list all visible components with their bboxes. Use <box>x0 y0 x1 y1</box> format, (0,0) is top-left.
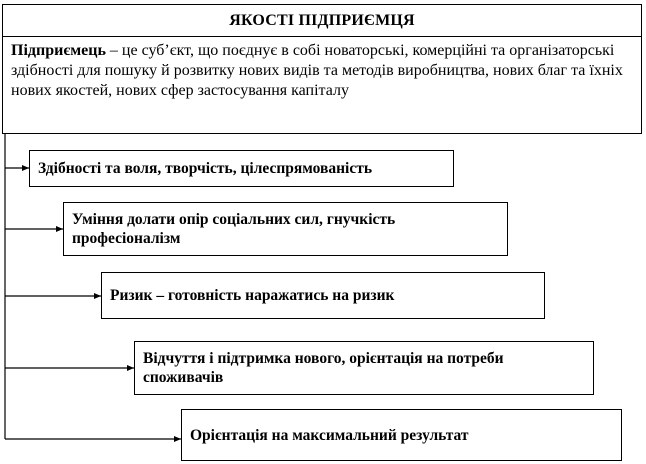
diagram-title <box>2 4 642 37</box>
quality-box-1 <box>29 150 454 187</box>
quality-text-5: Орієнтація на максимальний результат <box>190 426 469 444</box>
quality-box-3 <box>101 272 545 319</box>
diagram-title-text: ЯКОСТІ ПІДПРИЄМЦЯ <box>229 11 415 29</box>
quality-text-2: Уміння долати опір соціальних сил, гнучкість професіоналізм <box>72 211 396 247</box>
quality-box-4 <box>134 341 594 395</box>
quality-box-5 <box>181 409 622 461</box>
definition-box <box>2 37 642 134</box>
definition-term: Підприємець <box>11 42 106 59</box>
definition-text: – це суб’єкт, що поєднує в собі новаторські, комерційні та організаторські здібності для пошуку й розвитку нових видів та методів виробництва, нових благ та їхніх нових якостей, нових сфер застосування капіталу <box>11 42 623 99</box>
quality-text-3: Ризик – готовність наражатись на ризик <box>110 287 395 304</box>
quality-text-4: Відчуття і підтримка нового, орієнтація на потреби споживачів <box>143 350 504 386</box>
quality-text-1: Здібності та воля, творчість, цілеспрямованість <box>38 160 373 177</box>
quality-box-2 <box>63 202 508 256</box>
